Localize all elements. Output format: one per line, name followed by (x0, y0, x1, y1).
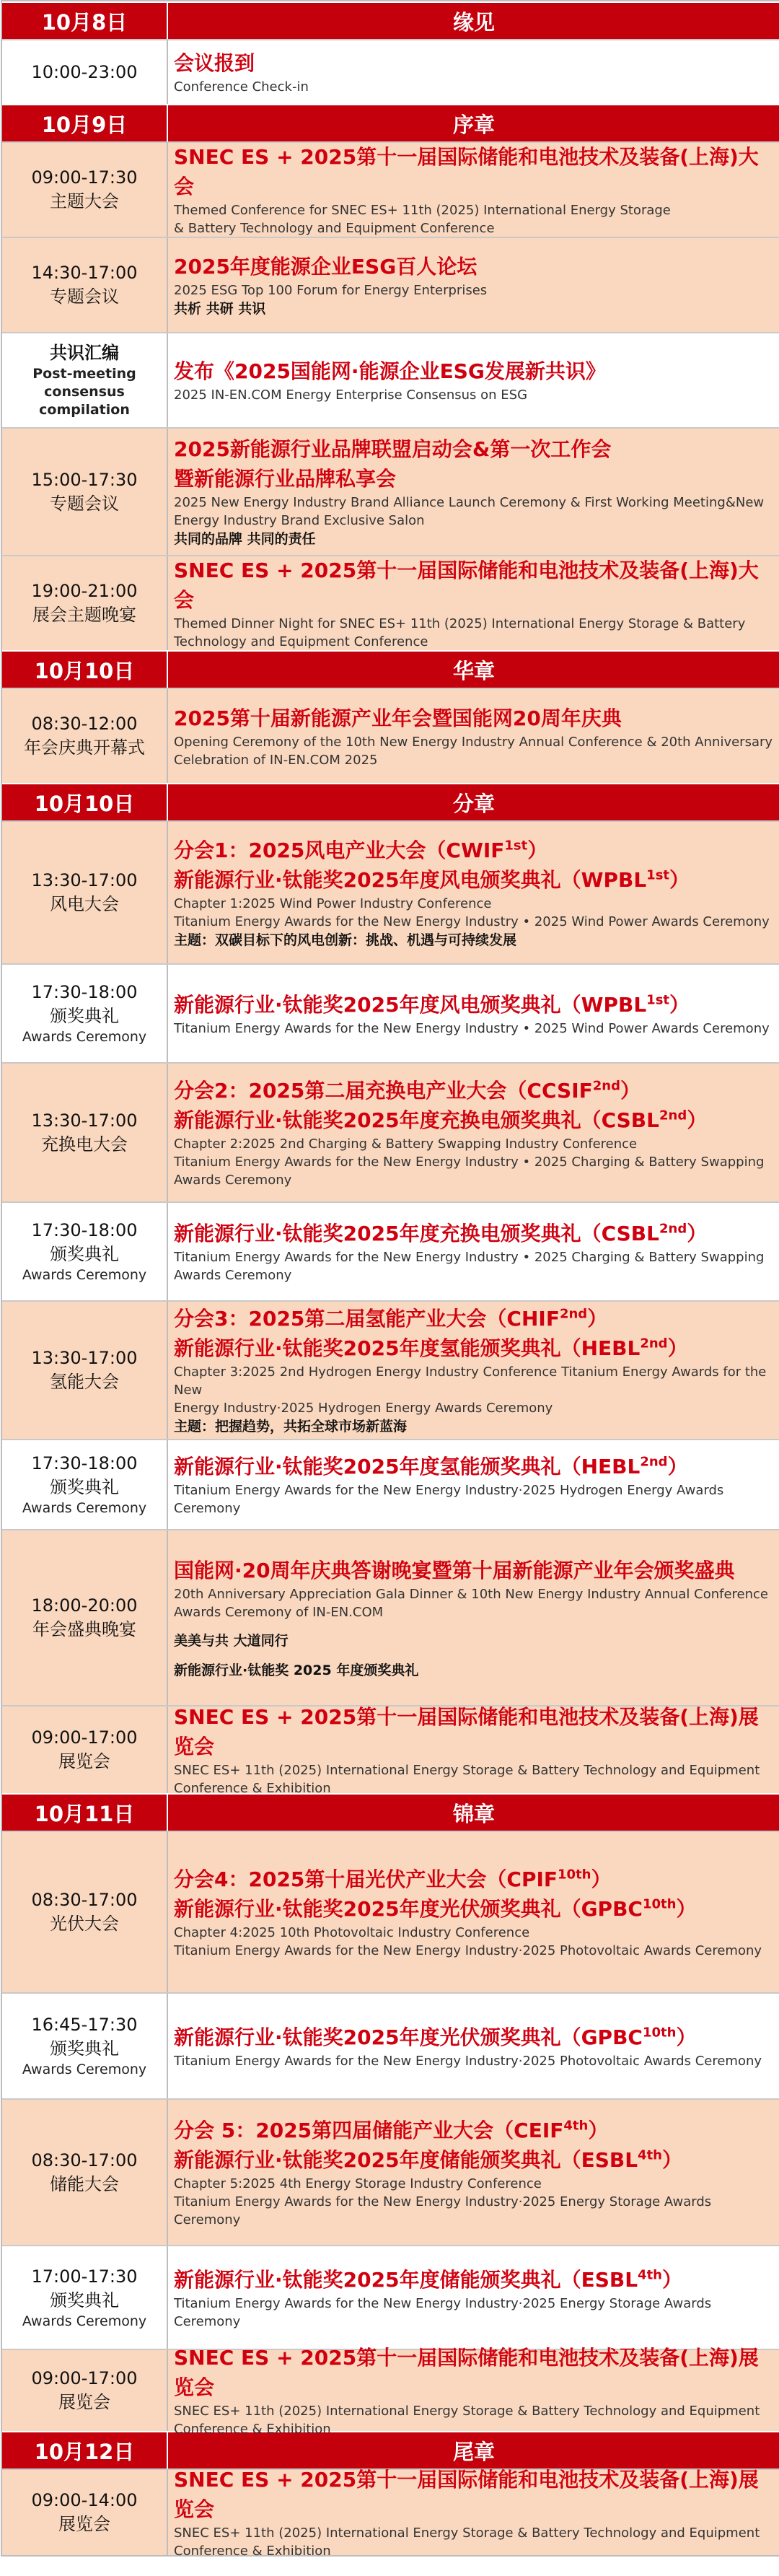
session-cell (168, 965, 779, 1062)
schedule-row (2, 2245, 779, 2349)
session-type: 展览会 (58, 2392, 110, 2412)
session-cell (168, 556, 779, 650)
session-title: 新能源行业·钛能奖2025年度光伏颁奖典礼$(GPBC^{10th})$ (174, 1896, 697, 1921)
session-subtitle: Awards Ceremony (174, 1173, 292, 1188)
session-title: 分会1：2025风电产业大会$(CWIF^{1st})$ (174, 838, 548, 862)
session-subtitle: Conference & Exhibition (174, 1781, 331, 1796)
session-type: 风电大会 (50, 894, 119, 914)
schedule-row (2, 688, 779, 783)
session-type: 氢能大会 (50, 1372, 119, 1392)
schedule-row (2, 555, 779, 650)
session-subtitle: Chapter 1:2025 Wind Power Industry Conference (174, 895, 492, 911)
session-type: 颁奖典礼 (50, 1477, 119, 1497)
session-subtitle: Titanium Energy Awards for the New Energy Industry·2025 Photovoltaic Awards Ceremony (174, 2053, 762, 2069)
session-cell (168, 1530, 779, 1705)
session-subtitle: Chapter 2:2025 2nd Charging & Battery Swapping Industry Conference (174, 1136, 638, 1152)
time-cell (2, 1064, 168, 1201)
day-section-title: 序章 (452, 112, 495, 137)
session-type-en: Awards Ceremony (22, 2062, 147, 2077)
day-header-row (2, 783, 779, 820)
session-subtitle: SNEC ES+ 11th (2025) International Energy Storage & Battery Technology and Equipment (174, 2525, 760, 2541)
session-title: 新能源行业·钛能奖2025年度储能颁奖典礼$(ESBL^{4th})$ (174, 2147, 683, 2172)
session-title: 暨新能源行业品牌私享会 (174, 467, 397, 491)
session-cell (168, 333, 779, 427)
session-type: 共识汇编 (50, 343, 119, 363)
session-theme: 共析 共研 共识 (174, 300, 266, 317)
day-date: 10月9日 (2, 105, 168, 141)
session-title: 新能源行业·钛能奖2025年度充换电颁奖典礼$(CSBL^{2nd})$ (174, 1108, 708, 1132)
day-header-row (2, 650, 779, 688)
time-range: 10:00-23:00 (31, 61, 138, 82)
session-title: 2025新能源行业品牌联盟启动会&第一次工作会 (174, 437, 612, 461)
schedule-row (2, 1529, 779, 1705)
schedule-row (2, 1705, 779, 1796)
session-type-en: Awards Ceremony (22, 2313, 147, 2329)
session-theme: 美美与共 大道同行 (174, 1632, 289, 1649)
time-cell (2, 143, 168, 237)
time-range: 15:00-17:30 (31, 469, 138, 490)
day-header-row (2, 104, 779, 141)
session-subtitle: Technology and Equipment Conference (174, 634, 428, 649)
session-cell (168, 1203, 779, 1300)
session-cell (168, 689, 779, 783)
schedule-row (2, 2098, 779, 2245)
session-title: SNEC ES + 2025第十一届国际储能和电池技术及装备(上海)展览会 (174, 2468, 759, 2521)
session-title: 新能源行业·钛能奖2025年度氢能颁奖典礼$(HEBL^{2nd})$ (174, 1454, 688, 1478)
session-title: 2025年度能源企业ESG百人论坛 (174, 254, 477, 279)
session-subtitle: 2025 New Energy Industry Brand Alliance Launch Ceremony & First Working Meeting&New (174, 495, 765, 510)
schedule-row (2, 1062, 779, 1201)
session-cell (168, 1994, 779, 2098)
session-title: 分会 5：2025第四届储能产业大会$(CEIF^{4th})$ (174, 2118, 609, 2142)
schedule-row (2, 427, 779, 555)
session-cell (168, 1302, 779, 1439)
session-type: 颁奖典礼 (50, 2038, 119, 2059)
time-range: 09:00-14:00 (31, 2490, 138, 2510)
day-section-title: 分章 (452, 791, 495, 816)
day-section-title: 缘见 (452, 9, 495, 35)
time-range: 18:00-20:00 (31, 1595, 138, 1616)
session-cell (168, 822, 779, 963)
session-subtitle: Conference & Exhibition (174, 2544, 331, 2559)
session-type: 颁奖典礼 (50, 1244, 119, 1264)
session-type: 年会盛典晚宴 (32, 1619, 136, 1639)
session-cell (168, 1440, 779, 1529)
session-subtitle: Titanium Energy Awards for the New Energy Industry • 2025 Wind Power Awards Ceremony (174, 914, 770, 929)
time-cell (2, 1832, 168, 1992)
time-cell (2, 1302, 168, 1439)
session-cell (168, 2100, 779, 2245)
session-cell (168, 1832, 779, 1992)
session-title: 会议报到 (174, 51, 255, 75)
session-subtitle: Celebration of IN-EN.COM 2025 (174, 752, 378, 768)
session-title: 新能源行业·钛能奖2025年度氢能颁奖典礼$(HEBL^{2nd})$ (174, 1336, 688, 1360)
day-header-row (2, 2431, 779, 2468)
session-cell (168, 143, 779, 237)
session-theme: 新能源行业·钛能奖 2025 年度颁奖典礼 (174, 1662, 419, 1678)
time-range: 08:30-17:00 (31, 1890, 138, 1910)
session-subtitle: 2025 IN-EN.COM Energy Enterprise Consensus on ESG (174, 387, 528, 403)
session-type: 储能大会 (50, 2173, 119, 2194)
session-theme: 主题：把握趋势，共拓全球市场新蓝海 (174, 1419, 408, 1434)
day-header-row (2, 1793, 779, 1831)
session-title: SNEC ES + 2025第十一届国际储能和电池技术及装备(上海)展览会 (174, 1705, 759, 1758)
day-date: 10月8日 (2, 3, 168, 39)
session-title: 2025第十届新能源产业年会暨国能网20周年庆典 (174, 706, 622, 730)
schedule-row (2, 1992, 779, 2098)
time-cell (2, 1440, 168, 1529)
session-type: 主题大会 (50, 191, 119, 211)
schedule-row (2, 1439, 779, 1529)
time-range: 09:00-17:00 (31, 1727, 138, 1748)
session-title: 新能源行业·钛能奖2025年度充换电颁奖典礼$(CSBL^{2nd})$ (174, 1221, 708, 1245)
day-date: 10月11日 (2, 1795, 168, 1831)
session-subtitle: Opening Ceremony of the 10th New Energy Industry Annual Conference & 20th Anniversary (174, 734, 773, 750)
session-title: 新能源行业·钛能奖2025年度光伏颁奖典礼$(GPBC^{10th})$ (174, 2025, 697, 2049)
time-range: 19:00-21:00 (31, 581, 138, 601)
session-subtitle: Chapter 3:2025 2nd Hydrogen Energy Industry Conference Titanium Energy Awards for the New (174, 1364, 767, 1398)
session-subtitle: Themed Conference for SNEC ES+ 11th (2025) International Energy Storage (174, 203, 671, 218)
session-subtitle: Titanium Energy Awards for the New Energy Industry • 2025 Charging & Battery Swapping (174, 1250, 765, 1265)
time-range: 17:30-18:00 (31, 1220, 138, 1240)
session-subtitle: Titanium Energy Awards for the New Energy Industry·2025 Photovoltaic Awards Ceremony (174, 1943, 762, 1958)
time-range: 16:45-17:30 (31, 2015, 138, 2035)
time-cell (2, 1994, 168, 2098)
session-cell (168, 40, 779, 104)
session-cell (168, 1705, 779, 1796)
session-subtitle: Titanium Energy Awards for the New Energy Industry • 2025 Charging & Battery Swapping (174, 1155, 765, 1170)
session-subtitle: Titanium Energy Awards for the New Energy Industry • 2025 Wind Power Awards Ceremony (174, 1020, 770, 1036)
schedule-row (2, 1831, 779, 1992)
session-subtitle: Energy Industry Brand Exclusive Salon (174, 513, 425, 528)
session-title: SNEC ES + 2025第十一届国际储能和电池技术及装备(上海)展览会 (174, 2346, 759, 2399)
time-cell (2, 689, 168, 783)
session-type: 年会庆典开幕式 (24, 737, 145, 758)
time-range: 17:30-18:00 (31, 1453, 138, 1473)
schedule-row (2, 1201, 779, 1300)
session-subtitle: Conference & Exhibition (174, 2422, 331, 2437)
session-type: 颁奖典礼 (50, 1006, 119, 1026)
session-subtitle: Ceremony (174, 1501, 241, 1516)
session-subtitle: 2025 ESG Top 100 Forum for Energy Enterprises (174, 282, 488, 298)
time-range: 08:30-17:00 (31, 2150, 138, 2170)
session-cell (168, 238, 779, 332)
session-type: 光伏大会 (50, 1914, 119, 1934)
time-cell (2, 2100, 168, 2245)
time-cell (2, 429, 168, 555)
time-range: 17:30-18:00 (31, 982, 138, 1002)
schedule-row (2, 963, 779, 1062)
session-type: 展览会 (58, 2514, 110, 2534)
session-cell (168, 429, 779, 555)
day-date: 10月12日 (2, 2432, 168, 2468)
session-type: 展会主题晚宴 (32, 605, 136, 625)
time-cell (2, 2470, 168, 2555)
time-cell (2, 2246, 168, 2349)
session-title: 国能网·20周年庆典答谢晚宴暨第十届新能源产业年会颁奖盛典 (174, 1558, 735, 1582)
time-range: 13:30-17:00 (31, 1110, 138, 1131)
day-header-row (2, 1, 779, 39)
session-type: 专题会议 (50, 286, 119, 307)
session-type: 充换电大会 (41, 1134, 128, 1155)
session-subtitle: Titanium Energy Awards for the New Energy Industry·2025 Hydrogen Energy Awards (174, 1483, 724, 1498)
schedule-row (2, 1300, 779, 1439)
session-title: 新能源行业·钛能奖2025年度风电颁奖典礼$(WPBL^{1st})$ (174, 867, 690, 892)
day-section-title: 华章 (452, 658, 495, 683)
session-theme: 共同的品牌 共同的责任 (174, 531, 316, 547)
session-subtitle: Awards Ceremony (174, 1268, 292, 1283)
day-section-title: 尾章 (452, 2439, 495, 2464)
time-cell (2, 965, 168, 1062)
time-range: 09:00-17:30 (31, 167, 138, 188)
session-subtitle: Energy Industry·2025 Hydrogen Energy Awards Ceremony (174, 1401, 553, 1416)
time-cell (2, 822, 168, 963)
session-type-en: Awards Ceremony (22, 1029, 147, 1045)
session-title: 分会4：2025第十届光伏产业大会$(CPIF^{10th})$ (174, 1867, 612, 1891)
session-subtitle: Conference Check-in (174, 79, 309, 95)
session-cell (168, 2346, 779, 2437)
session-cell (168, 2246, 779, 2349)
session-type: 颁奖典礼 (50, 2290, 119, 2310)
session-subtitle: SNEC ES+ 11th (2025) International Energy Storage & Battery Technology and Equipment (174, 1763, 760, 1778)
session-title: SNEC ES + 2025第十一届国际储能和电池技术及装备(上海)大会 (174, 558, 759, 612)
session-type-en: Awards Ceremony (22, 1267, 147, 1283)
session-title: SNEC ES + 2025第十一届国际储能和电池技术及装备(上海)大会 (174, 145, 759, 198)
spacer (174, 1651, 774, 1661)
schedule-row (2, 237, 779, 332)
schedule-row (2, 141, 779, 237)
session-title: 发布《2025国能网·能源企业ESG发展新共识》 (174, 359, 606, 383)
schedule-row (2, 2346, 779, 2437)
session-type-en: Post-meeting consensus compilation (32, 366, 136, 418)
time-range: 13:30-17:00 (31, 1348, 138, 1368)
schedule-row (2, 820, 779, 963)
session-subtitle: Themed Dinner Night for SNEC ES+ 11th (2025) International Energy Storage & Battery (174, 616, 746, 631)
session-subtitle: Chapter 4:2025 10th Photovoltaic Industry Conference (174, 1925, 530, 1940)
time-cell (2, 333, 168, 427)
session-cell (168, 1064, 779, 1201)
time-range: 08:30-12:00 (31, 714, 138, 734)
session-title: 分会3：2025第二届氢能产业大会$(CHIF^{2nd})$ (174, 1306, 608, 1331)
day-date: 10月10日 (2, 784, 168, 820)
session-cell (168, 2468, 779, 2559)
schedule-row (2, 332, 779, 427)
session-subtitle: Chapter 5:2025 4th Energy Storage Industry Conference (174, 2176, 542, 2191)
time-cell (2, 2350, 168, 2431)
session-theme: 主题：双碳目标下的风电创新：挑战、机遇与可持续发展 (174, 932, 517, 948)
time-cell (2, 1707, 168, 1793)
schedule-row (2, 2468, 779, 2559)
time-range: 14:30-17:00 (31, 263, 138, 283)
day-date: 10月10日 (2, 652, 168, 688)
time-cell (2, 238, 168, 332)
session-subtitle: Titanium Energy Awards for the New Energy Industry·2025 Energy Storage Awards Ceremony (174, 2295, 712, 2329)
session-title: 新能源行业·钛能奖2025年度储能颁奖典礼$(ESBL^{4th})$ (174, 2267, 683, 2292)
time-cell (2, 1530, 168, 1705)
session-title: 分会2：2025第二届充换电产业大会$(CCSIF^{2nd})$ (174, 1078, 641, 1103)
session-type: 专题会议 (50, 493, 119, 514)
time-range: 09:00-17:00 (31, 2368, 138, 2388)
session-subtitle: Titanium Energy Awards for the New Energy Industry·2025 Energy Storage Awards Ceremony (174, 2194, 712, 2227)
session-type: 展览会 (58, 1751, 110, 1771)
schedule-row (2, 39, 779, 104)
time-range: 17:00-17:30 (31, 2266, 138, 2287)
session-subtitle: SNEC ES+ 11th (2025) International Energy Storage & Battery Technology and Equipment (174, 2404, 760, 2419)
spacer (174, 1621, 774, 1631)
schedule-table (1, 0, 779, 2557)
time-cell (2, 556, 168, 650)
session-type-en: Awards Ceremony (22, 1500, 147, 1516)
session-subtitle: 20th Anniversary Appreciation Gala Dinner & 10th New Energy Industry Annual Conference (174, 1586, 768, 1602)
time-range: 13:30-17:00 (31, 870, 138, 890)
day-section-title: 锦章 (452, 1801, 495, 1826)
time-cell (2, 40, 168, 104)
time-cell (2, 1203, 168, 1300)
session-subtitle: & Battery Technology and Equipment Conference (174, 221, 495, 236)
session-title: 新能源行业·钛能奖2025年度风电颁奖典礼$(WPBL^{1st})$ (174, 992, 690, 1017)
session-subtitle: Awards Ceremony of IN-EN.COM (174, 1604, 384, 1620)
